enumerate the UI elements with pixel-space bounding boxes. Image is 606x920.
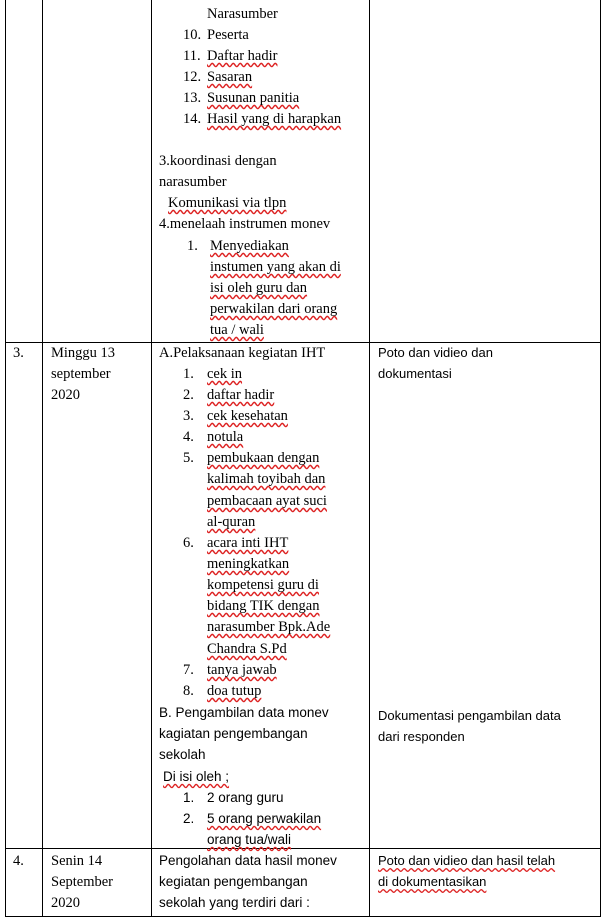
list-item-number: 14.: [183, 111, 202, 127]
list-item-text: doa tutup: [207, 683, 262, 699]
koordinasi-text: 3.koordinasi dengan: [159, 153, 277, 169]
row3-number: 3.: [13, 345, 24, 361]
list-item-text: Hasil yang di harapkan: [207, 111, 342, 127]
list-item-number: 1.: [183, 790, 195, 805]
list-item-number: 3.: [183, 408, 194, 424]
list-item-text: cek in: [207, 366, 243, 382]
list-item-text: 5 orang perwakilan: [207, 811, 322, 826]
list-item-number: 4.: [183, 429, 194, 445]
list-item-text: bidang TIK dengan: [207, 598, 320, 614]
list-item-text: orang tua/wali: [207, 832, 292, 847]
section-b-heading: sekolah: [159, 747, 206, 762]
list-item-text: narasumber Bpk.Ade: [207, 619, 331, 635]
list-item-text: Susunan panitia: [207, 90, 300, 106]
list-item-text: pembacaan ayat suci: [207, 493, 327, 509]
list-item-number: 1.: [187, 238, 198, 254]
list-item-text: notula: [207, 429, 244, 445]
list-item-text: Narasumber: [207, 6, 278, 22]
table-border-bottom: [5, 916, 601, 917]
column-divider-no: [42, 0, 43, 917]
list-item-number: 8.: [183, 683, 194, 699]
list-item-text: tua / wali: [210, 322, 264, 338]
date-text: Senin 14: [51, 853, 103, 869]
list-item-number: 1.: [183, 366, 194, 382]
list-item-text: daftar hadir: [207, 387, 275, 403]
list-item-text: instumen yang akan di: [210, 259, 341, 275]
list-item-text: perwakilan dari orang: [210, 301, 338, 317]
table-border-left: [5, 0, 6, 917]
list-item-text: Chandra S.Pd: [207, 641, 287, 657]
section-a-heading: A.Pelaksanaan kegiatan IHT: [159, 345, 326, 361]
date-text: 2020: [51, 895, 80, 911]
row-divider-3: [5, 342, 601, 343]
list-item-text: Peserta: [207, 27, 249, 43]
section-b-heading: kagiatan pengembangan: [159, 726, 308, 741]
list-item-text: cek kesehatan: [207, 408, 288, 424]
diisi-text: Di isi oleh ;: [163, 769, 230, 784]
list-item-text: acara inti IHT: [207, 535, 289, 551]
list-item-text: pembukaan dengan: [207, 450, 320, 466]
date-text: September: [51, 874, 114, 890]
list-item-text: kompetensi guru di: [207, 577, 319, 593]
description-text: kegiatan pengembangan: [159, 874, 308, 889]
note-text: dokumentasi: [378, 366, 452, 381]
list-item-text: Menyediakan: [210, 238, 289, 254]
date-text: Minggu 13: [51, 345, 116, 361]
column-divider-date: [151, 0, 152, 917]
list-item-number: 10.: [183, 27, 202, 43]
komunikasi-text: Komunikasi via tlpn: [168, 195, 287, 211]
row-divider-4: [5, 848, 601, 849]
list-item-text: tanya jawab: [207, 662, 277, 678]
column-divider-activity: [369, 0, 370, 917]
date-text: 2020: [51, 387, 80, 403]
list-item-text: kalimah toyibah dan: [207, 471, 326, 487]
note-text: Poto dan vidieo dan hasil telah: [378, 853, 556, 868]
section-b-heading: B. Pengambilan data monev: [159, 705, 329, 720]
note-text: dari responden: [378, 729, 465, 744]
koordinasi-text: narasumber: [159, 174, 227, 190]
list-item-number: 6.: [183, 535, 194, 551]
list-item-number: 13.: [183, 90, 202, 106]
list-item-number: 2.: [183, 811, 195, 826]
menelaah-text: 4.menelaah instrumen monev: [159, 216, 331, 232]
list-item-number: 5.: [183, 450, 194, 466]
list-item-number: 12.: [183, 69, 202, 85]
list-item-text: Daftar hadir: [207, 48, 278, 64]
list-item-text: meningkatkan: [207, 556, 290, 572]
table-border-right: [600, 0, 601, 917]
list-item-number: 2.: [183, 387, 194, 403]
list-item-text: Sasaran: [207, 69, 253, 85]
list-item-text: 2 orang guru: [207, 790, 284, 805]
note-text: di dokumentasikan: [378, 874, 487, 889]
description-text: sekolah yang terdiri dari :: [159, 895, 310, 910]
note-text: Poto dan vidieo dan: [378, 345, 493, 360]
list-item-text: isi oleh guru dan: [210, 280, 308, 296]
date-text: september: [51, 366, 111, 382]
row4-number: 4.: [13, 853, 24, 869]
list-item-number: 11.: [183, 48, 201, 64]
list-item-number: 7.: [183, 662, 194, 678]
description-text: Pengolahan data hasil monev: [159, 853, 337, 868]
list-item-text: al-quran: [207, 514, 256, 530]
note-text: Dokumentasi pengambilan data: [378, 708, 561, 723]
